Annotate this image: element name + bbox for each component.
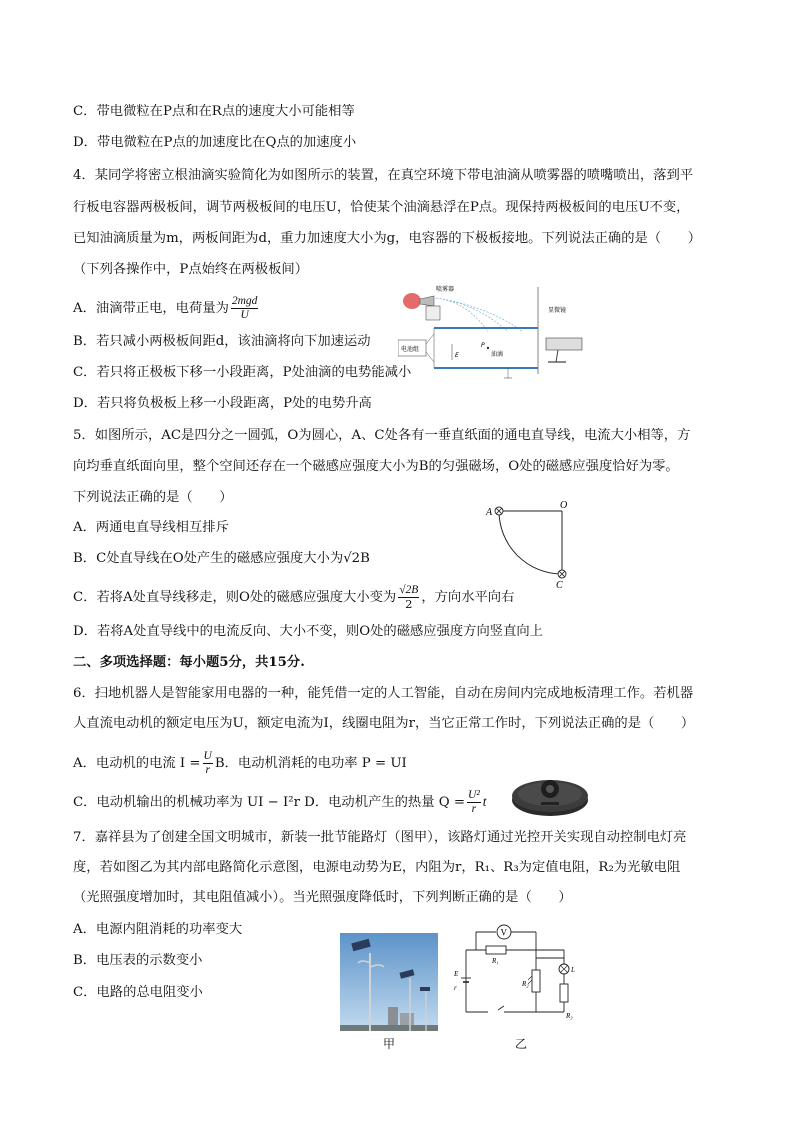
q5-stem-3: 下列说法正确的是（ ）	[73, 490, 233, 505]
q5-option-b: B．C处直导线在O处产生的磁感应强度大小为√2B	[73, 551, 370, 566]
lamp-caption: 甲	[383, 1037, 396, 1051]
circuit-caption: 乙	[515, 1037, 528, 1051]
q5-stem-2: 向均垂直纸面向里，整个空间还存在一个磁感应强度大小为B的匀强磁场，O处的磁感应强度恰好为零。	[73, 459, 679, 474]
q4-stem-3: 已知油滴质量为m，两板间距为d，重力加速度大小为g，电容器的下极板接地。下列说法正确的是（ ）	[73, 231, 701, 246]
q5-option-d: D．若将A处直导线中的电流反向、大小不变，则O处的磁感应强度方向竖直向上	[73, 624, 543, 639]
q4-option-a: A．油滴带正电，电荷量为 $\frac{\text{2mgd}}{U}$	[73, 295, 258, 321]
q4-stem-4: （下列各操作中，P点始终在两极板间）	[73, 262, 308, 277]
q7-option-a: A．电源内阻消耗的功率变大	[73, 922, 243, 937]
q7-option-b: B．电压表的示数变小	[73, 953, 203, 968]
resistor-r2	[532, 970, 540, 992]
sprayer-label: 喷雾器	[436, 286, 455, 293]
r1-label: R₁	[492, 957, 499, 965]
q5-option-a: A．两通电直导线相互排斥	[73, 520, 229, 535]
label-c: C	[556, 580, 563, 588]
q7-stem-3: （光照强度增加时，其电阻值减小）。当光照强度降低时，下列判断正确的是（ ）	[73, 890, 572, 905]
q6-stem-2: 人直流电动机的额定电压为U，额定电流为I，线圈电阻为r，当它正常工作时，下列说法正确的是（ ）	[73, 716, 695, 731]
point-p-label: P	[481, 342, 485, 349]
microscope-tube	[546, 338, 582, 350]
robot-vacuum-image	[508, 768, 592, 820]
circuit-diagram	[452, 922, 582, 1022]
q6-stem-1: 6．扫地机器人是智能家用电器的一种，能凭借一定的人工智能，自动在房间内完成地板清理工作。若机器	[73, 686, 694, 701]
section-2-heading: 二、多项选择题：每小题5分，共15分.	[73, 655, 305, 670]
r2-label: R₂	[522, 980, 529, 988]
label-a: A	[486, 507, 493, 518]
lamp-label: L	[571, 966, 575, 974]
q4-option-b: B．若只减小两极板间距d，该油滴将向下加速运动	[73, 334, 371, 349]
resistor-r1	[486, 946, 506, 954]
q7-stem-1: 7．嘉祥县为了创建全国文明城市，新装一批节能路灯（图甲），该路灯通过光控开关实现自动控制电灯亮	[73, 830, 687, 845]
q7-stem-2: 度，若如图乙为其内部电路简化示意图，电源电动势为E，内阻为r，R₁、R₃为定值电阻，R₂为光敏电阻	[73, 860, 681, 875]
label-o: O	[560, 500, 568, 511]
street-lamp-photo	[340, 933, 438, 1031]
q5-option-c: C．若将A处直导线移走，则O处的磁感应强度大小变为 $\frac{√2B}{2}$ ，方向水平向右	[73, 584, 515, 611]
field-e-label: E	[455, 352, 459, 359]
oil-drop-label: 油滴	[491, 351, 504, 358]
microscope-label: 显微镜	[548, 307, 567, 314]
q4-stem-2: 行板电容器两极板间，调节两极板间的电压U，恰使某个油滴悬浮在P点。现保持两极板间的电压U不变，	[73, 200, 690, 215]
resistor-r3	[560, 984, 568, 1002]
q4-option-d: D．若只将负极板上移一小段距离，P处的电势升高	[73, 396, 372, 411]
q6-option-a-b: A．电动机的电流 I = $\frac{U}{r}$ B．电动机消耗的电功率 P = UI	[73, 750, 407, 776]
oil-drop-apparatus-figure	[398, 282, 588, 382]
internal-r-label: r	[454, 984, 457, 992]
quarter-arc-figure	[480, 498, 580, 588]
q3-option-c: C．带电微粒在P点和在R点的速度大小可能相等	[73, 104, 355, 119]
q4-option-c: C．若只将正极板下移一小段距离，P处油滴的电势能减小	[73, 365, 412, 380]
sprayer-bulb	[403, 293, 421, 309]
q7-option-c: C．电路的总电阻变小	[73, 985, 203, 1000]
q3-option-d: D．带电微粒在P点的加速度比在Q点的加速度小	[73, 135, 357, 150]
voltmeter-label: V	[500, 927, 507, 938]
r3-label: R₃	[566, 1012, 573, 1020]
emf-label: E	[454, 970, 459, 978]
battery-label: 电池组	[401, 346, 420, 353]
q4-stem-1: 4．某同学将密立根油滴实验简化为如图所示的装置，在真空环境下带电油滴从喷雾器的喷嘴喷出，落到平	[73, 168, 694, 183]
q6-option-c-d: C．电动机输出的机械功率为 UI − I²r D．电动机产生的热量 Q = $\frac{\text{U²}}{r}$ t	[73, 789, 487, 815]
q5-stem-1: 5．如图所示，AC是四分之一圆弧，O为圆心，A、C处各有一垂直纸面的通电直导线，电流大小相等，方	[73, 428, 691, 443]
